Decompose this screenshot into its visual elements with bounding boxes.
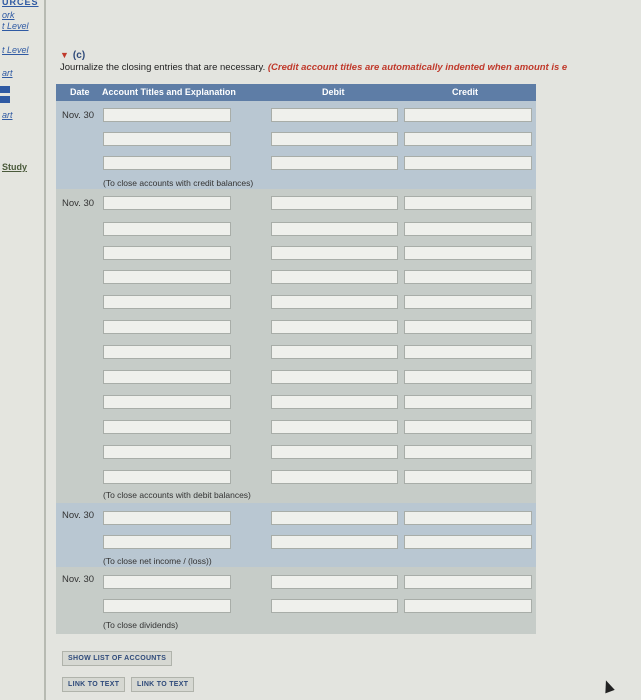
account-title-input[interactable] (103, 320, 231, 334)
credit-input[interactable] (404, 132, 532, 146)
credit-input[interactable] (404, 196, 532, 210)
credit-input[interactable] (404, 108, 532, 122)
account-title-input[interactable] (103, 108, 231, 122)
entry-note-4: (To close dividends) (103, 620, 179, 630)
account-title-input[interactable] (103, 270, 231, 284)
debit-input[interactable] (271, 370, 398, 384)
account-title-input[interactable] (103, 370, 231, 384)
show-list-of-accounts-button[interactable]: SHOW LIST OF ACCOUNTS (62, 651, 172, 666)
entry-note-1: (To close accounts with credit balances) (103, 178, 254, 188)
account-title-input[interactable] (103, 132, 231, 146)
section-heading[interactable] (60, 50, 85, 61)
entry-note-2: (To close accounts with debit balances) (103, 490, 251, 500)
debit-input[interactable] (271, 320, 398, 334)
header-debit: Debit (322, 87, 345, 97)
credit-input[interactable] (404, 370, 532, 384)
debit-input[interactable] (271, 575, 398, 589)
credit-input[interactable] (404, 156, 532, 170)
account-title-input[interactable] (103, 345, 231, 359)
credit-input[interactable] (404, 222, 532, 236)
sidebar-item-art-2[interactable]: art (2, 110, 13, 120)
instruction-text (60, 62, 567, 73)
link-to-text-button-1[interactable]: LINK TO TEXT (62, 677, 125, 692)
debit-input[interactable] (271, 132, 398, 146)
debit-input[interactable] (271, 222, 398, 236)
debit-input[interactable] (271, 599, 398, 613)
link-to-text-button-2[interactable]: LINK TO TEXT (131, 677, 194, 692)
account-title-input[interactable] (103, 156, 231, 170)
entry-date-3: Nov. 30 (62, 510, 95, 521)
debit-input[interactable] (271, 196, 398, 210)
sidebar-item-level-1[interactable]: t Level (2, 21, 29, 31)
account-title-input[interactable] (103, 222, 231, 236)
credit-input[interactable] (404, 445, 532, 459)
sidebar-marker-icon (0, 96, 10, 103)
account-title-input[interactable] (103, 295, 231, 309)
account-title-input[interactable] (103, 575, 231, 589)
debit-input[interactable] (271, 535, 398, 549)
section-label: (c) (72, 50, 86, 61)
account-title-input[interactable] (103, 420, 231, 434)
header-account: Account Titles and Explanation (102, 87, 236, 97)
credit-input[interactable] (404, 535, 532, 549)
debit-input[interactable] (271, 395, 398, 409)
account-title-input[interactable] (103, 511, 231, 525)
sidebar-item-work[interactable]: ork (2, 10, 15, 20)
credit-input[interactable] (404, 295, 532, 309)
account-title-input[interactable] (103, 470, 231, 484)
account-title-input[interactable] (103, 395, 231, 409)
entry-date-4: Nov. 30 (62, 574, 95, 585)
account-title-input[interactable] (103, 535, 231, 549)
entry-date-1: Nov. 30 (62, 110, 95, 121)
credit-input[interactable] (404, 270, 532, 284)
credit-input[interactable] (404, 345, 532, 359)
instruction-emphasis: (Credit account titles are automatically indented when amount is e (267, 62, 568, 73)
sidebar-item-study[interactable]: Study (2, 162, 28, 172)
credit-input[interactable] (404, 575, 532, 589)
entry-note-3: (To close net income / (loss)) (103, 556, 212, 566)
account-title-input[interactable] (103, 246, 231, 260)
header-credit: Credit (452, 87, 479, 97)
debit-input[interactable] (271, 470, 398, 484)
account-title-input[interactable] (103, 599, 231, 613)
sidebar-marker-icon (0, 86, 10, 93)
credit-input[interactable] (404, 470, 532, 484)
header-date: Date (70, 87, 90, 97)
account-title-input[interactable] (103, 445, 231, 459)
debit-input[interactable] (271, 420, 398, 434)
table-header (56, 84, 536, 101)
debit-input[interactable] (271, 270, 398, 284)
collapse-triangle-icon[interactable]: ▼ (60, 50, 69, 60)
entry-date-2: Nov. 30 (62, 198, 95, 209)
credit-input[interactable] (404, 599, 532, 613)
credit-input[interactable] (404, 511, 532, 525)
instruction-plain: Journalize the closing entries that are necessary. (60, 62, 268, 73)
credit-input[interactable] (404, 395, 532, 409)
credit-input[interactable] (404, 246, 532, 260)
debit-input[interactable] (271, 345, 398, 359)
debit-input[interactable] (271, 295, 398, 309)
credit-input[interactable] (404, 420, 532, 434)
debit-input[interactable] (271, 156, 398, 170)
credit-input[interactable] (404, 320, 532, 334)
sidebar-item-art-1[interactable]: art (2, 68, 13, 78)
debit-input[interactable] (271, 511, 398, 525)
debit-input[interactable] (271, 246, 398, 260)
debit-input[interactable] (271, 108, 398, 122)
sidebar (0, 0, 46, 700)
debit-input[interactable] (271, 445, 398, 459)
sidebar-item-level-2[interactable]: t Level (2, 45, 29, 55)
sidebar-resources-label: URCES (2, 0, 39, 7)
account-title-input[interactable] (103, 196, 231, 210)
